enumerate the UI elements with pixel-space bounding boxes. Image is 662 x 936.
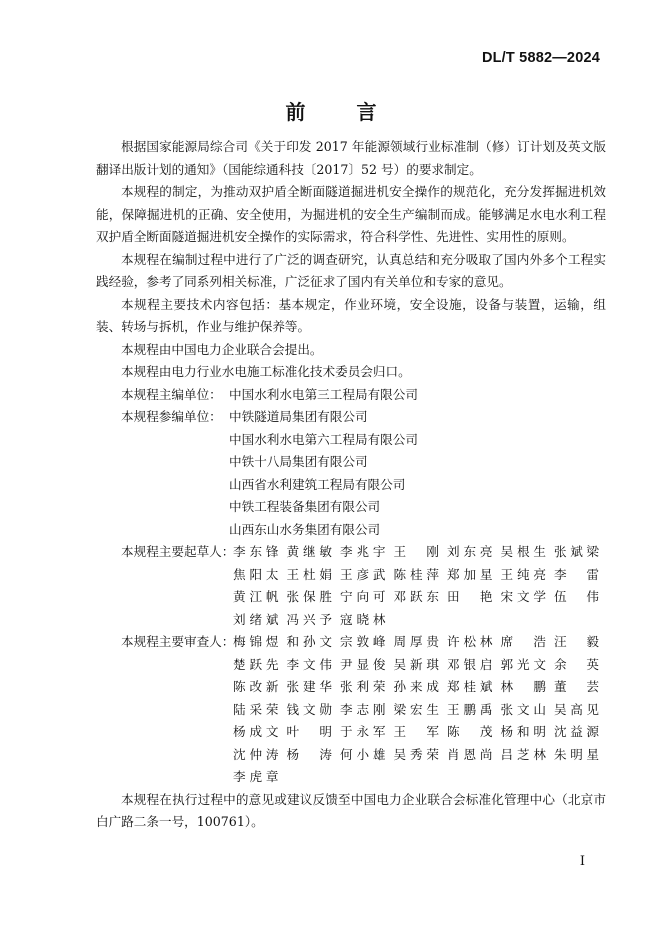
reviewers-indent xyxy=(96,744,233,767)
reviewers-names xyxy=(233,631,599,654)
person-name: 邓跃东 xyxy=(393,589,439,604)
drafters-names xyxy=(233,564,599,587)
person-name: 王杜娟 xyxy=(286,566,332,582)
document-code: DL/T 5882—2024 xyxy=(481,50,600,66)
participating-unit: 中国水利水电第六工程局有限公司 xyxy=(229,431,418,447)
reviewers-indent xyxy=(96,699,233,722)
person-name: 杨成文 xyxy=(233,724,279,739)
reviewers-names xyxy=(233,744,599,767)
drafters-row xyxy=(96,609,606,632)
paragraph-proposer: 本规程由中国电力企业联合会提出。 xyxy=(121,341,323,357)
person-name: 汪 毅 xyxy=(554,634,599,649)
person-name: 黄江帆 xyxy=(233,589,279,604)
person-name: 李兆宇 xyxy=(340,544,386,559)
person-name: 余 英 xyxy=(554,656,599,672)
person-name: 刘东亮 xyxy=(447,544,493,559)
person-name: 郭光文 xyxy=(500,656,546,672)
paragraph-basis: 根据国家能源局综合司《关于印发 2017 年能源领域行业标准制（修）订计划及英文版翻译出版计划的通知》（国能综通科技〔2017〕52 号）的要求制定。 xyxy=(96,139,606,177)
reviewers-row xyxy=(96,766,606,789)
person-name: 黄继敏 xyxy=(286,544,332,559)
person-name: 吴高见 xyxy=(554,701,599,717)
person-name: 伍 伟 xyxy=(554,589,599,604)
person-name: 董 芸 xyxy=(554,679,599,694)
person-name: 张建华 xyxy=(286,679,332,694)
participating-unit: 山西省水利建筑工程局有限公司 xyxy=(229,476,406,492)
person-name: 冯兴予 xyxy=(286,611,332,627)
drafters-row xyxy=(96,541,606,564)
person-name: 李 雷 xyxy=(554,566,599,582)
paragraph-purpose: 本规程的制定，为推动双护盾全断面隧道掘进机安全操作的规范化，充分发挥掘进机效能，保障掘进机的正确、安全使用，为掘进机的安全生产编制而成。能够满足水电水利工程双护盾全断面隧道掘进机安全操作的实际需求，符合科学性、先进性、实用性的原则。 xyxy=(96,184,606,244)
reviewers-names xyxy=(233,676,599,699)
person-name: 焦阳太 xyxy=(233,566,279,582)
reviewers-indent xyxy=(96,721,233,744)
reviewers-indent xyxy=(96,654,233,677)
participating-unit: 中铁工程装备集团有限公司 xyxy=(229,499,381,514)
person-name: 邓银启 xyxy=(447,656,493,672)
reviewers-names xyxy=(233,699,599,722)
person-name: 梁宏生 xyxy=(393,701,439,717)
person-name: 王鹏禹 xyxy=(447,701,493,717)
person-name: 张斌梁 xyxy=(554,544,599,559)
person-name: 张文山 xyxy=(500,701,546,717)
person-name: 杨 涛 xyxy=(286,746,332,762)
person-name: 陈改新 xyxy=(233,679,279,694)
person-name: 陈 茂 xyxy=(447,724,493,739)
page-title: 前 言 xyxy=(285,100,399,124)
person-name: 郑桂斌 xyxy=(447,679,493,694)
drafters-row xyxy=(96,586,606,609)
person-name: 张保胜 xyxy=(286,589,332,604)
person-name: 陈桂萍 xyxy=(393,566,439,582)
reviewers-indent xyxy=(96,766,233,789)
person-name: 王 刚 xyxy=(393,544,439,559)
person-name: 梅锦煜 xyxy=(233,634,279,649)
participating-label: 本规程参编单位： xyxy=(121,409,222,424)
person-name: 楚跃先 xyxy=(233,656,279,672)
person-name: 刘绪斌 xyxy=(233,611,279,627)
drafters-indent xyxy=(96,586,233,609)
drafters-row xyxy=(96,564,606,587)
paragraph-process: 本规程在编制过程中进行了广泛的调查研究，认真总结和充分吸取了国内外多个工程实践经验，参考了同系列相关标准，广泛征求了国内有关单位和专家的意见。 xyxy=(96,251,606,289)
person-name: 何小雄 xyxy=(340,746,386,762)
person-name: 孙来成 xyxy=(393,679,439,694)
reviewers-row xyxy=(96,699,606,722)
preface-body xyxy=(96,136,606,834)
person-name: 肖恩尚 xyxy=(447,746,493,762)
drafters-indent xyxy=(96,564,233,587)
person-name: 尹显俊 xyxy=(340,656,386,672)
person-name: 杨和明 xyxy=(500,724,546,739)
person-name: 钱文勋 xyxy=(286,701,332,717)
person-name: 沈益源 xyxy=(554,724,599,739)
reviewers-label: 本规程主要审查人： xyxy=(121,634,235,649)
person-name: 于永军 xyxy=(340,724,386,739)
drafters-block xyxy=(96,541,606,631)
chief-editor-label: 本规程主编单位： xyxy=(121,386,222,402)
person-name: 朱明星 xyxy=(554,746,599,762)
drafters-indent xyxy=(96,609,233,632)
person-name: 李文伟 xyxy=(286,656,332,672)
person-name: 张利荣 xyxy=(340,679,386,694)
paragraph-feedback: 本规程在执行过程中的意见或建议反馈至中国电力企业联合会标准化管理中心（北京市白广路二条一号，100761）。 xyxy=(96,791,606,829)
person-name: 周厚贵 xyxy=(393,634,439,649)
person-name: 吕芝林 xyxy=(500,746,546,762)
person-name: 和孙文 xyxy=(286,634,332,649)
person-name: 宗敦峰 xyxy=(340,634,386,649)
person-name: 王纯亮 xyxy=(500,566,546,582)
person-name: 吴根生 xyxy=(500,544,546,559)
person-name: 李志刚 xyxy=(340,701,386,717)
person-name: 宁向可 xyxy=(340,589,386,604)
person-name: 寇晓林 xyxy=(340,611,386,627)
reviewers-row xyxy=(96,676,606,699)
person-name: 许松林 xyxy=(447,634,493,649)
reviewers-names xyxy=(233,721,599,744)
participating-unit: 中铁十八局集团有限公司 xyxy=(229,454,368,469)
person-name: 王彦武 xyxy=(340,566,386,582)
person-name: 林 鹏 xyxy=(500,679,546,694)
reviewers-row xyxy=(96,654,606,677)
drafters-names xyxy=(233,586,599,609)
person-name: 沈仲涛 xyxy=(233,746,279,762)
reviewers-indent xyxy=(96,676,233,699)
person-name: 席 浩 xyxy=(500,634,546,649)
drafters-names xyxy=(233,609,394,632)
reviewers-row xyxy=(96,721,606,744)
person-name: 郑加星 xyxy=(447,566,493,582)
page-number: I xyxy=(579,854,585,869)
reviewers-names xyxy=(233,766,287,789)
person-name: 陆采荣 xyxy=(233,701,279,717)
person-name: 吴新琪 xyxy=(393,656,439,672)
reviewers-block xyxy=(96,631,606,789)
person-name: 宋文学 xyxy=(500,589,546,604)
reviewers-names xyxy=(233,654,599,677)
person-name: 叶 明 xyxy=(286,724,332,739)
person-name: 李东锋 xyxy=(233,544,279,559)
person-name: 吴秀荣 xyxy=(393,746,439,762)
person-name: 王 军 xyxy=(393,724,439,739)
paragraph-contents: 本规程主要技术内容包括：基本规定，作业环境，安全设施，设备与装置，运输，组装、转场与拆机，作业与维护保养等。 xyxy=(96,296,606,334)
person-name: 田 艳 xyxy=(447,589,493,604)
reviewers-row xyxy=(96,744,606,767)
drafters-label: 本规程主要起草人： xyxy=(121,544,235,559)
reviewers-row xyxy=(96,631,606,654)
chief-editor-row xyxy=(96,384,606,407)
paragraph-administrator: 本规程由电力行业水电施工标准化技术委员会归口。 xyxy=(121,364,411,379)
participating-unit: 山西东山水务集团有限公司 xyxy=(229,521,381,537)
person-name: 李虎章 xyxy=(233,769,279,784)
chief-editor-unit: 中国水利水电第三工程局有限公司 xyxy=(229,386,418,402)
participating-row xyxy=(96,406,606,429)
drafters-names xyxy=(233,541,599,564)
participating-unit: 中铁隧道局集团有限公司 xyxy=(229,409,368,424)
